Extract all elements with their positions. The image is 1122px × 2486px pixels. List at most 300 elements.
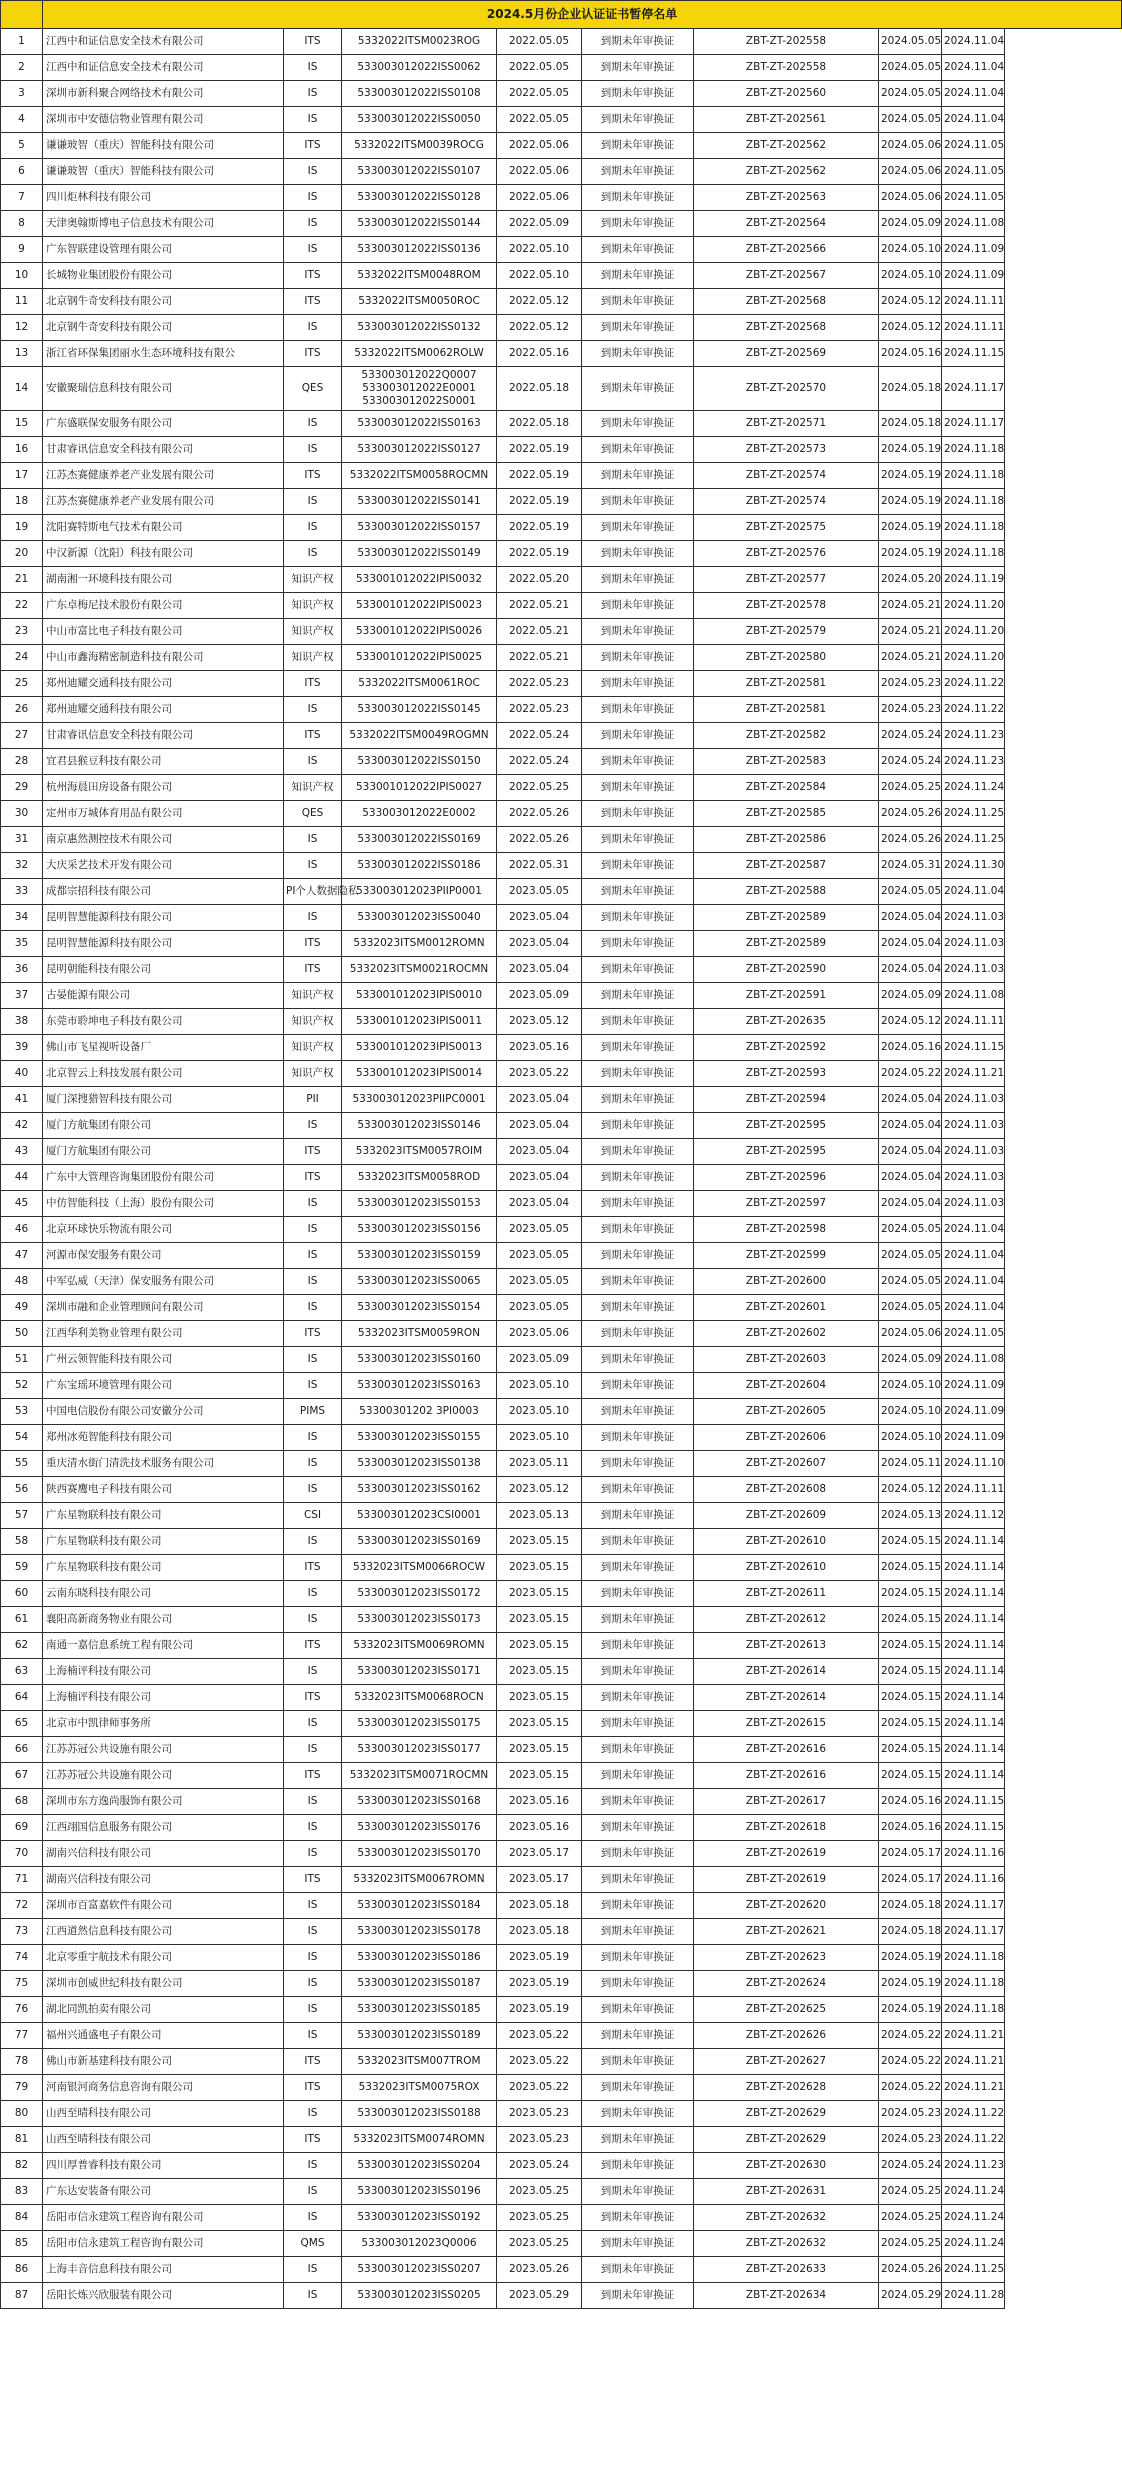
suspension-end-cell: 2024.11.22 — [942, 2101, 1005, 2127]
row-number-cell: 32 — [1, 853, 43, 879]
company-name-cell: 浙江省环保集团丽水生态环境科技有限公 — [43, 341, 284, 367]
suspension-end-cell: 2024.11.15 — [942, 1035, 1005, 1061]
table-row — [1, 1711, 1122, 1737]
cert-type-cell: IS — [284, 1815, 342, 1841]
suspension-start-cell: 2024.05.22 — [879, 2075, 942, 2101]
notice-number-cell: ZBT-ZT-202589 — [694, 905, 879, 931]
row-number-cell: 29 — [1, 775, 43, 801]
table-row — [1, 263, 1122, 289]
cert-number-cell: 533003012023ISS0173 — [342, 1607, 497, 1633]
table-row — [1, 1425, 1122, 1451]
notice-number-cell: ZBT-ZT-202581 — [694, 697, 879, 723]
suspension-end-cell: 2024.11.14 — [942, 1581, 1005, 1607]
cert-number-cell: 533001012023IPIS0011 — [342, 1009, 497, 1035]
suspension-end-cell: 2024.11.18 — [942, 463, 1005, 489]
table-row — [1, 1113, 1122, 1139]
issue-date-cell: 2022.05.05 — [497, 107, 582, 133]
notice-number-cell: ZBT-ZT-202608 — [694, 1477, 879, 1503]
cert-type-cell: ITS — [284, 289, 342, 315]
table-row — [1, 1503, 1122, 1529]
cert-type-cell: ITS — [284, 723, 342, 749]
issue-date-cell: 2023.05.04 — [497, 1113, 582, 1139]
suspension-start-cell: 2024.05.12 — [879, 289, 942, 315]
suspension-reason-cell: 到期未年审换证 — [582, 315, 694, 341]
cert-type-cell: IS — [284, 1581, 342, 1607]
row-number-cell: 5 — [1, 133, 43, 159]
suspension-start-cell: 2024.05.06 — [879, 185, 942, 211]
suspension-reason-cell: 到期未年审换证 — [582, 1347, 694, 1373]
cert-number-cell: 533003012023ISS0176 — [342, 1815, 497, 1841]
row-number-cell: 61 — [1, 1607, 43, 1633]
company-name-cell: 佛山市飞星视听设备厂 — [43, 1035, 284, 1061]
notice-number-cell: ZBT-ZT-202623 — [694, 1945, 879, 1971]
issue-date-cell: 2023.05.04 — [497, 931, 582, 957]
table-row — [1, 1035, 1122, 1061]
cert-type-cell: IS — [284, 489, 342, 515]
issue-date-cell: 2022.05.05 — [497, 29, 582, 55]
cert-type-cell: 知识产权 — [284, 1061, 342, 1087]
issue-date-cell: 2023.05.05 — [497, 1243, 582, 1269]
row-number-cell: 24 — [1, 645, 43, 671]
company-name-cell: 天津奥翰斯博电子信息技术有限公司 — [43, 211, 284, 237]
suspension-start-cell: 2024.05.10 — [879, 263, 942, 289]
notice-number-cell: ZBT-ZT-202595 — [694, 1139, 879, 1165]
suspension-start-cell: 2024.05.05 — [879, 1295, 942, 1321]
suspension-reason-cell: 到期未年审换证 — [582, 1685, 694, 1711]
cert-number-cell: 5332023ITSM0057ROIM — [342, 1139, 497, 1165]
issue-date-cell: 2023.05.04 — [497, 1087, 582, 1113]
table-row — [1, 1139, 1122, 1165]
table-row — [1, 1477, 1122, 1503]
row-number-cell: 59 — [1, 1555, 43, 1581]
row-number-cell: 76 — [1, 1997, 43, 2023]
suspension-start-cell: 2024.05.15 — [879, 1633, 942, 1659]
cert-type-cell: IS — [284, 315, 342, 341]
cert-number-cell: 5332023ITSM0069ROMN — [342, 1633, 497, 1659]
cert-type-cell: ITS — [284, 1633, 342, 1659]
table-row — [1, 1087, 1122, 1113]
suspension-start-cell: 2024.05.11 — [879, 1451, 942, 1477]
row-number-cell: 63 — [1, 1659, 43, 1685]
suspension-end-cell: 2024.11.10 — [942, 1451, 1005, 1477]
notice-number-cell: ZBT-ZT-202618 — [694, 1815, 879, 1841]
cert-type-cell: IS — [284, 2283, 342, 2309]
table-row — [1, 315, 1122, 341]
company-name-cell: 北京钢牛奇安科技有限公司 — [43, 315, 284, 341]
suspension-reason-cell: 到期未年审换证 — [582, 1373, 694, 1399]
company-name-cell: 江苏苏冠公共设施有限公司 — [43, 1763, 284, 1789]
suspension-end-cell: 2024.11.24 — [942, 775, 1005, 801]
cert-type-cell: IS — [284, 1191, 342, 1217]
table-row — [1, 1191, 1122, 1217]
cert-number-cell: 533003012023ISS0065 — [342, 1269, 497, 1295]
cert-type-cell: IS — [284, 1971, 342, 1997]
company-name-cell: 昆明智慧能源科技有限公司 — [43, 931, 284, 957]
table-row — [1, 107, 1122, 133]
company-name-cell: 成都宗招科技有限公司 — [43, 879, 284, 905]
suspension-end-cell: 2024.11.03 — [942, 1113, 1005, 1139]
suspension-end-cell: 2024.11.23 — [942, 749, 1005, 775]
cert-type-cell: 知识产权 — [284, 1035, 342, 1061]
issue-date-cell: 2023.05.05 — [497, 1217, 582, 1243]
table-row — [1, 879, 1122, 905]
table-row — [1, 2075, 1122, 2101]
company-name-cell: 昆明智慧能源科技有限公司 — [43, 905, 284, 931]
row-number-cell: 17 — [1, 463, 43, 489]
table-title: 2024.5月份企业认证证书暂停名单 — [43, 1, 1122, 29]
row-number-cell: 71 — [1, 1867, 43, 1893]
cert-number-cell: 53300301202 3PI0003 — [342, 1399, 497, 1425]
suspension-end-cell: 2024.11.04 — [942, 1269, 1005, 1295]
issue-date-cell: 2023.05.16 — [497, 1815, 582, 1841]
suspension-start-cell: 2024.05.04 — [879, 905, 942, 931]
cert-number-cell: 533003012022ISS0149 — [342, 541, 497, 567]
notice-number-cell: ZBT-ZT-202562 — [694, 133, 879, 159]
notice-number-cell: ZBT-ZT-202592 — [694, 1035, 879, 1061]
company-name-cell: 福州兴通盛电子有限公司 — [43, 2023, 284, 2049]
issue-date-cell: 2023.05.05 — [497, 1295, 582, 1321]
suspension-end-cell: 2024.11.14 — [942, 1685, 1005, 1711]
table-row — [1, 1685, 1122, 1711]
cert-type-cell: IS — [284, 1373, 342, 1399]
table-row — [1, 133, 1122, 159]
suspension-end-cell: 2024.11.18 — [942, 437, 1005, 463]
notice-number-cell: ZBT-ZT-202634 — [694, 2283, 879, 2309]
cert-type-cell: IS — [284, 515, 342, 541]
suspension-start-cell: 2024.05.12 — [879, 315, 942, 341]
notice-number-cell: ZBT-ZT-202566 — [694, 237, 879, 263]
suspension-reason-cell: 到期未年审换证 — [582, 1607, 694, 1633]
suspension-reason-cell: 到期未年审换证 — [582, 983, 694, 1009]
cert-number-cell: 533003012023ISS0171 — [342, 1659, 497, 1685]
company-name-cell: 定州市万城体育用品有限公司 — [43, 801, 284, 827]
row-number-cell: 16 — [1, 437, 43, 463]
issue-date-cell: 2023.05.19 — [497, 1971, 582, 1997]
row-number-cell: 85 — [1, 2231, 43, 2257]
row-number-cell: 64 — [1, 1685, 43, 1711]
notice-number-cell: ZBT-ZT-202599 — [694, 1243, 879, 1269]
table-row — [1, 1373, 1122, 1399]
cert-type-cell: PII — [284, 1087, 342, 1113]
company-name-cell: 广东星物联科技有限公司 — [43, 1529, 284, 1555]
row-number-cell: 15 — [1, 411, 43, 437]
suspension-start-cell: 2024.05.17 — [879, 1867, 942, 1893]
table-row — [1, 437, 1122, 463]
notice-number-cell: ZBT-ZT-202563 — [694, 185, 879, 211]
row-number-cell: 41 — [1, 1087, 43, 1113]
suspension-end-cell: 2024.11.03 — [942, 957, 1005, 983]
company-name-cell: 中仿智能科技（上海）股份有限公司 — [43, 1191, 284, 1217]
suspension-reason-cell: 到期未年审换证 — [582, 515, 694, 541]
suspension-end-cell: 2024.11.09 — [942, 1373, 1005, 1399]
cert-number-cell: 533003012023PIIP0001 — [342, 879, 497, 905]
cert-type-cell: CSI — [284, 1503, 342, 1529]
suspension-start-cell: 2024.05.05 — [879, 879, 942, 905]
suspension-reason-cell: 到期未年审换证 — [582, 1087, 694, 1113]
issue-date-cell: 2022.05.26 — [497, 801, 582, 827]
issue-date-cell: 2023.05.16 — [497, 1035, 582, 1061]
company-name-cell: 山西至晴科技有限公司 — [43, 2101, 284, 2127]
row-number-cell: 56 — [1, 1477, 43, 1503]
suspension-end-cell: 2024.11.25 — [942, 2257, 1005, 2283]
table-row — [1, 1243, 1122, 1269]
suspension-start-cell: 2024.05.23 — [879, 671, 942, 697]
suspension-end-cell: 2024.11.23 — [942, 723, 1005, 749]
cert-number-cell: 533003012023ISS0040 — [342, 905, 497, 931]
suspension-end-cell: 2024.11.18 — [942, 541, 1005, 567]
issue-date-cell: 2023.05.22 — [497, 1061, 582, 1087]
suspension-end-cell: 2024.11.04 — [942, 107, 1005, 133]
table-row — [1, 411, 1122, 437]
row-number-cell: 44 — [1, 1165, 43, 1191]
suspension-start-cell: 2024.05.04 — [879, 1191, 942, 1217]
company-name-cell: 上海楠评科技有限公司 — [43, 1685, 284, 1711]
notice-number-cell: ZBT-ZT-202613 — [694, 1633, 879, 1659]
company-name-cell: 郑州冰苑智能科技有限公司 — [43, 1425, 284, 1451]
cert-type-cell: ITS — [284, 2127, 342, 2153]
row-number-cell: 58 — [1, 1529, 43, 1555]
cert-type-cell: ITS — [284, 931, 342, 957]
notice-number-cell: ZBT-ZT-202587 — [694, 853, 879, 879]
cert-number-cell: 533003012023ISS0196 — [342, 2179, 497, 2205]
notice-number-cell: ZBT-ZT-202632 — [694, 2205, 879, 2231]
suspension-reason-cell: 到期未年审换证 — [582, 723, 694, 749]
suspension-start-cell: 2024.05.18 — [879, 1893, 942, 1919]
table-row — [1, 1165, 1122, 1191]
suspension-reason-cell: 到期未年审换证 — [582, 211, 694, 237]
row-number-cell: 67 — [1, 1763, 43, 1789]
issue-date-cell: 2023.05.09 — [497, 983, 582, 1009]
cert-number-cell: 533003012022Q0007 533003012022E0001 533003012022S0001 — [342, 367, 497, 411]
company-name-cell: 甘肃睿讯信息安全科技有限公司 — [43, 437, 284, 463]
cert-type-cell: IS — [284, 2179, 342, 2205]
issue-date-cell: 2022.05.21 — [497, 593, 582, 619]
suspension-start-cell: 2024.05.19 — [879, 1971, 942, 1997]
cert-number-cell: 533003012023ISS0168 — [342, 1789, 497, 1815]
company-name-cell: 甘肃睿讯信息安全科技有限公司 — [43, 723, 284, 749]
suspension-end-cell: 2024.11.23 — [942, 2153, 1005, 2179]
company-name-cell: 山西至晴科技有限公司 — [43, 2127, 284, 2153]
table-row — [1, 1893, 1122, 1919]
company-name-cell: 江西道然信息科技有限公司 — [43, 1919, 284, 1945]
table-row — [1, 2049, 1122, 2075]
suspension-reason-cell: 到期未年审换证 — [582, 2049, 694, 2075]
notice-number-cell: ZBT-ZT-202617 — [694, 1789, 879, 1815]
table-row — [1, 2153, 1122, 2179]
suspension-reason-cell: 到期未年审换证 — [582, 2075, 694, 2101]
issue-date-cell: 2023.05.09 — [497, 1347, 582, 1373]
issue-date-cell: 2022.05.06 — [497, 133, 582, 159]
notice-number-cell: ZBT-ZT-202629 — [694, 2101, 879, 2127]
suspension-start-cell: 2024.05.16 — [879, 341, 942, 367]
cert-type-cell: ITS — [284, 463, 342, 489]
company-name-cell: 广东星物联科技有限公司 — [43, 1503, 284, 1529]
cert-number-cell: 5332022ITSM0061ROC — [342, 671, 497, 697]
company-name-cell: 宜君县猴豆科技有限公司 — [43, 749, 284, 775]
notice-number-cell: ZBT-ZT-202609 — [694, 1503, 879, 1529]
suspension-reason-cell: 到期未年审换证 — [582, 463, 694, 489]
cert-type-cell: IS — [284, 827, 342, 853]
row-number-cell: 87 — [1, 2283, 43, 2309]
company-name-cell: 江苏杰赛健康养老产业发展有限公司 — [43, 463, 284, 489]
suspension-reason-cell: 到期未年审换证 — [582, 775, 694, 801]
suspension-reason-cell: 到期未年审换证 — [582, 1217, 694, 1243]
cert-number-cell: 533001012022IPIS0023 — [342, 593, 497, 619]
suspension-end-cell: 2024.11.08 — [942, 211, 1005, 237]
table-row — [1, 81, 1122, 107]
suspension-reason-cell: 到期未年审换证 — [582, 853, 694, 879]
suspension-start-cell: 2024.05.17 — [879, 1841, 942, 1867]
suspension-reason-cell: 到期未年审换证 — [582, 1919, 694, 1945]
cert-type-cell: IS — [284, 1217, 342, 1243]
suspension-start-cell: 2024.05.09 — [879, 983, 942, 1009]
issue-date-cell: 2023.05.10 — [497, 1373, 582, 1399]
suspension-start-cell: 2024.05.25 — [879, 2179, 942, 2205]
company-name-cell: 湖北同凯拍卖有限公司 — [43, 1997, 284, 2023]
company-name-cell: 湖南湘一环境科技有限公司 — [43, 567, 284, 593]
cert-type-cell: ITS — [284, 1139, 342, 1165]
cert-number-cell: 533003012023ISS0189 — [342, 2023, 497, 2049]
suspension-reason-cell: 到期未年审换证 — [582, 1763, 694, 1789]
row-number-cell: 77 — [1, 2023, 43, 2049]
suspension-end-cell: 2024.11.24 — [942, 2205, 1005, 2231]
cert-number-cell: 533003012023ISS0204 — [342, 2153, 497, 2179]
table-row — [1, 1581, 1122, 1607]
cert-type-cell: IS — [284, 1945, 342, 1971]
cert-number-cell: 533003012023ISS0172 — [342, 1581, 497, 1607]
cert-number-cell: 533003012023ISS0184 — [342, 1893, 497, 1919]
suspension-start-cell: 2024.05.19 — [879, 515, 942, 541]
company-name-cell: 杭州海晨田房设备有限公司 — [43, 775, 284, 801]
cert-number-cell: 5332022ITSM0048ROM — [342, 263, 497, 289]
company-name-cell: 中山市鑫海精密制造科技有限公司 — [43, 645, 284, 671]
suspension-end-cell: 2024.11.21 — [942, 2023, 1005, 2049]
table-row — [1, 749, 1122, 775]
table-row — [1, 2127, 1122, 2153]
suspension-reason-cell: 到期未年审换证 — [582, 2231, 694, 2257]
notice-number-cell: ZBT-ZT-202603 — [694, 1347, 879, 1373]
cert-number-cell: 5332022ITSM0050ROC — [342, 289, 497, 315]
company-name-cell: 岳阳市信永建筑工程咨询有限公司 — [43, 2205, 284, 2231]
suspension-reason-cell: 到期未年审换证 — [582, 1191, 694, 1217]
suspension-reason-cell: 到期未年审换证 — [582, 2283, 694, 2309]
suspension-end-cell: 2024.11.03 — [942, 1191, 1005, 1217]
row-number-cell: 1 — [1, 29, 43, 55]
issue-date-cell: 2023.05.04 — [497, 1165, 582, 1191]
suspension-reason-cell: 到期未年审换证 — [582, 1581, 694, 1607]
table-row — [1, 1971, 1122, 1997]
row-number-cell: 37 — [1, 983, 43, 1009]
issue-date-cell: 2023.05.13 — [497, 1503, 582, 1529]
company-name-cell: 郑州迪耀交通科技有限公司 — [43, 671, 284, 697]
cert-type-cell: IS — [284, 1607, 342, 1633]
table-row — [1, 1919, 1122, 1945]
suspension-reason-cell: 到期未年审换证 — [582, 1815, 694, 1841]
cert-type-cell: IS — [284, 81, 342, 107]
suspension-reason-cell: 到期未年审换证 — [582, 801, 694, 827]
company-name-cell: 深圳市创威世纪科技有限公司 — [43, 1971, 284, 1997]
suspension-start-cell: 2024.05.15 — [879, 1581, 942, 1607]
company-name-cell: 襄阳高新商务物业有限公司 — [43, 1607, 284, 1633]
cert-number-cell: 5332022ITSM0039ROCG — [342, 133, 497, 159]
company-name-cell: 古晏能源有限公司 — [43, 983, 284, 1009]
suspension-end-cell: 2024.11.03 — [942, 1139, 1005, 1165]
row-number-cell: 66 — [1, 1737, 43, 1763]
table-row — [1, 1789, 1122, 1815]
suspension-end-cell: 2024.11.05 — [942, 185, 1005, 211]
issue-date-cell: 2022.05.05 — [497, 55, 582, 81]
table-row — [1, 567, 1122, 593]
company-name-cell: 江西翊国信息服务有限公司 — [43, 1815, 284, 1841]
issue-date-cell: 2023.05.25 — [497, 2231, 582, 2257]
row-number-cell: 49 — [1, 1295, 43, 1321]
cert-number-cell: 533003012023Q0006 — [342, 2231, 497, 2257]
suspension-start-cell: 2024.05.19 — [879, 463, 942, 489]
row-number-cell: 7 — [1, 185, 43, 211]
notice-number-cell: ZBT-ZT-202619 — [694, 1867, 879, 1893]
table-row — [1, 489, 1122, 515]
table-row — [1, 1815, 1122, 1841]
row-number-cell: 4 — [1, 107, 43, 133]
company-name-cell: 长城物业集团股份有限公司 — [43, 263, 284, 289]
cert-type-cell: IS — [284, 1113, 342, 1139]
cert-type-cell: IS — [284, 411, 342, 437]
cert-number-cell: 5332023ITSM0021ROCMN — [342, 957, 497, 983]
suspension-end-cell: 2024.11.05 — [942, 133, 1005, 159]
suspension-reason-cell: 到期未年审换证 — [582, 2205, 694, 2231]
issue-date-cell: 2023.05.16 — [497, 1789, 582, 1815]
company-name-cell: 沈阳赛特斯电气技术有限公司 — [43, 515, 284, 541]
suspension-reason-cell: 到期未年审换证 — [582, 1971, 694, 1997]
company-name-cell: 北京环球快乐物流有限公司 — [43, 1217, 284, 1243]
row-number-cell: 55 — [1, 1451, 43, 1477]
issue-date-cell: 2023.05.22 — [497, 2023, 582, 2049]
row-number-cell: 22 — [1, 593, 43, 619]
issue-date-cell: 2023.05.15 — [497, 1737, 582, 1763]
suspension-reason-cell: 到期未年审换证 — [582, 1503, 694, 1529]
issue-date-cell: 2023.05.15 — [497, 1711, 582, 1737]
cert-number-cell: 5332023ITSM0067ROMN — [342, 1867, 497, 1893]
cert-number-cell: 5332023ITSM0071ROCMN — [342, 1763, 497, 1789]
table-row — [1, 957, 1122, 983]
table-row — [1, 827, 1122, 853]
suspension-reason-cell: 到期未年审换证 — [582, 2101, 694, 2127]
notice-number-cell: ZBT-ZT-202601 — [694, 1295, 879, 1321]
cert-number-cell: 533003012022ISS0163 — [342, 411, 497, 437]
issue-date-cell: 2022.05.06 — [497, 159, 582, 185]
cert-type-cell: ITS — [284, 671, 342, 697]
suspension-end-cell: 2024.11.21 — [942, 2049, 1005, 2075]
table-row — [1, 1633, 1122, 1659]
suspension-start-cell: 2024.05.26 — [879, 2257, 942, 2283]
suspension-end-cell: 2024.11.18 — [942, 489, 1005, 515]
notice-number-cell: ZBT-ZT-202574 — [694, 489, 879, 515]
suspension-end-cell: 2024.11.04 — [942, 1243, 1005, 1269]
cert-number-cell: 533003012023ISS0185 — [342, 1997, 497, 2023]
suspension-end-cell: 2024.11.17 — [942, 411, 1005, 437]
cert-type-cell: IS — [284, 2023, 342, 2049]
company-name-cell: 江西中和证信息安全技术有限公司 — [43, 29, 284, 55]
notice-number-cell: ZBT-ZT-202633 — [694, 2257, 879, 2283]
row-number-cell: 43 — [1, 1139, 43, 1165]
suspension-reason-cell: 到期未年审换证 — [582, 1867, 694, 1893]
issue-date-cell: 2022.05.10 — [497, 237, 582, 263]
notice-number-cell: ZBT-ZT-202620 — [694, 1893, 879, 1919]
suspension-end-cell: 2024.11.15 — [942, 1789, 1005, 1815]
notice-number-cell: ZBT-ZT-202588 — [694, 879, 879, 905]
issue-date-cell: 2022.05.10 — [497, 263, 582, 289]
suspension-start-cell: 2024.05.15 — [879, 1711, 942, 1737]
